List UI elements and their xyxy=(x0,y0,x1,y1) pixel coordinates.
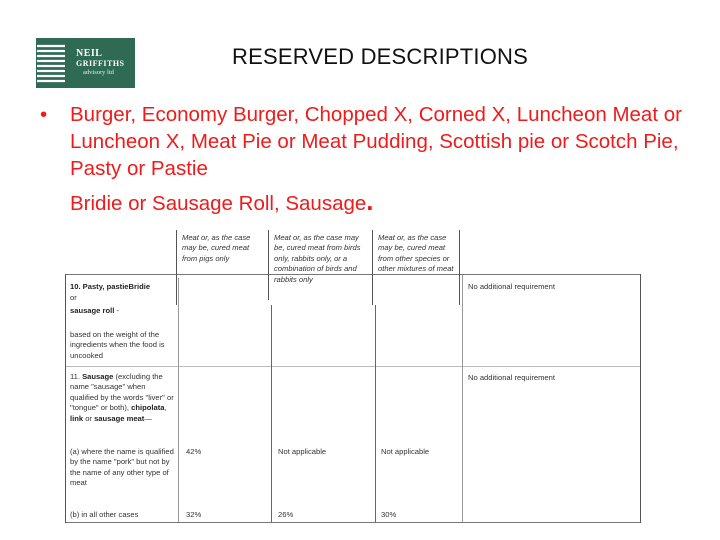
col-divider-1b xyxy=(178,278,179,522)
col-divider-2 xyxy=(268,230,269,300)
row11-dash: — xyxy=(144,413,152,423)
col-divider-3b xyxy=(375,305,376,522)
logo-text-griffiths: GRIFFITHS xyxy=(76,59,125,68)
row10-title xyxy=(70,282,176,292)
bullet-period: . xyxy=(366,186,374,216)
bullet-marker: • xyxy=(40,103,48,126)
row11-link: link xyxy=(70,413,84,423)
bullet-text-line1: Burger, Economy Burger, Chopped X, Corned X, Luncheon Meat or Luncheon X, Meat Pie or Meat Pudding, Scottish pie or Scotch Pie, Pasty or Pastie xyxy=(70,103,682,180)
row10-requirement: No additional requirement xyxy=(468,282,555,291)
col-divider-4 xyxy=(459,230,460,305)
col-divider-1 xyxy=(176,230,177,305)
row11b-other-value: 30% xyxy=(381,510,397,519)
row11a-birds-value: Not applicable xyxy=(278,447,327,456)
table-row-divider xyxy=(65,366,641,367)
row11-or: or xyxy=(83,413,95,423)
row10-sausage-roll-bold: sausage roll xyxy=(70,306,115,315)
row10-dash: - xyxy=(114,306,119,315)
row11-prefix: 11. xyxy=(70,372,83,381)
row11-desc: (excluding the name "sausage" when qualified by the words "liver" or "tongue" or both), xyxy=(70,372,174,413)
slide-title: RESERVED DESCRIPTIONS xyxy=(232,44,528,69)
row11-title xyxy=(70,372,174,424)
row11b-birds-value: 26% xyxy=(278,510,294,519)
header-birds-rabbits: Meat or, as the case may be, cured meat from birds only, rabbits only, or a combination of birds and rabbits only xyxy=(274,233,361,284)
logo-text-neil: NEIL xyxy=(76,48,103,59)
logo-text-advisory: advisory ltd xyxy=(83,69,114,76)
row11a-other-value: Not applicable xyxy=(381,447,430,456)
header-other-species: Meat or, as the case may be, cured meat from other species or other mixtures of meat xyxy=(378,233,454,274)
col-divider-2b xyxy=(271,305,272,522)
row11-sausage-meat: sausage meat xyxy=(94,413,145,423)
row11-requirement: No additional requirement xyxy=(468,373,555,382)
col-divider-3 xyxy=(372,230,373,305)
row11b-label: (b) in all other cases xyxy=(70,510,139,519)
table-left-border xyxy=(65,274,66,523)
table-bottom-border xyxy=(65,522,641,523)
header-pigs-only: Meat or, as the case may be, cured meat from pigs only xyxy=(182,233,251,263)
row11b-pigs-value: 32% xyxy=(186,510,202,519)
table-right-border xyxy=(640,274,641,523)
row10-title-bold: 10. Pasty, pastieBridie xyxy=(70,282,151,291)
bullet-text-line2: Bridie or Sausage Roll, Sausage xyxy=(70,192,367,215)
row10-sausage-roll xyxy=(70,306,176,316)
row11-comma: , xyxy=(164,403,167,413)
row10-or: or xyxy=(70,293,77,302)
row11a-pigs-value: 42% xyxy=(186,447,202,456)
row11-chipolata: chipolata xyxy=(131,403,165,413)
row11-sausage: Sausage xyxy=(82,372,114,381)
row11a-label: (a) where the name is qualified by the name "pork" but not by the name of any other type of meat xyxy=(70,447,174,488)
col-divider-4b xyxy=(462,275,463,522)
row10-basis: based on the weight of the ingredients when the food is uncooked xyxy=(70,330,165,360)
